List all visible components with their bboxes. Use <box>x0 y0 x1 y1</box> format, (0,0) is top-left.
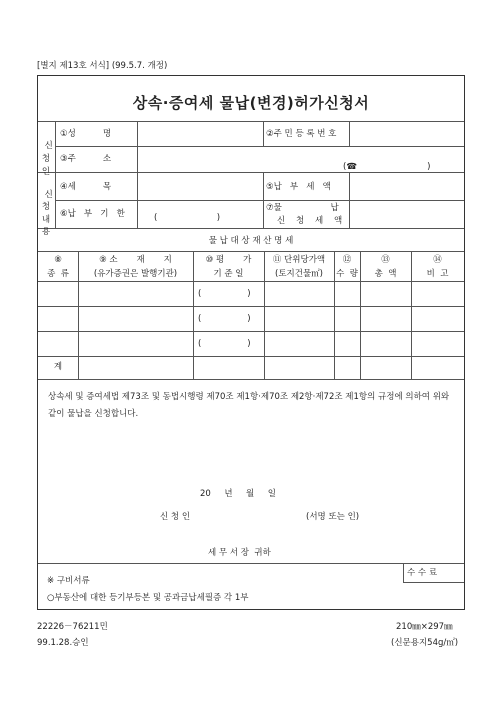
col-header-valuation-date: 기 준 일 <box>213 269 244 279</box>
applicant-line: 신 청 인 <box>160 512 191 522</box>
inkind-label-line2: 신 청 세 액 <box>277 216 343 226</box>
col-header-location-no: ⑨ 소 재 지 <box>99 255 172 265</box>
name-field[interactable] <box>140 124 260 144</box>
addressee: 세 무 서 장 귀하 <box>208 548 271 558</box>
date-line: 20 년 월 일 <box>200 489 276 499</box>
name-label: ①성 명 <box>60 129 112 139</box>
attachments-item: ○부동산에 대한 등기부등본 및 공과금납세필증 각 1부 <box>47 593 249 603</box>
application-statement: 상속세 및 증여세법 제73조 및 동법시행령 제70조 제1항·제70조 제2항·제72조 제1항의 규정에 의하여 위와 같이 물납을 신청합니다. <box>48 392 450 419</box>
col-header-total: 총 액 <box>374 269 397 279</box>
table-row-paren: ( ) <box>198 289 251 299</box>
col-header-total-no: ⑬ <box>381 255 390 265</box>
rrn-label: ②주 민 등 록 번 호 <box>266 129 337 139</box>
request-section-label: 신 청 내 용 <box>41 189 53 237</box>
col-header-valuation-no: ⑩ 평 가 <box>205 255 252 265</box>
fee-label: 수 수 료 <box>407 568 438 578</box>
col-header-qty: 수 량 <box>336 269 358 279</box>
tax-item-field[interactable] <box>140 175 260 197</box>
table-row-paren: ( ) <box>198 314 251 324</box>
total-row-label: 계 <box>53 362 63 372</box>
phone-paren: (☎ ) <box>343 162 431 172</box>
col-header-qty-no: ⑫ <box>342 255 352 265</box>
tax-amount-field[interactable] <box>352 175 462 197</box>
form-title: 상속·증여세 물납(변경)허가신청서 <box>132 94 370 112</box>
divider <box>38 121 464 122</box>
col-header-type: 종 류 <box>47 269 69 279</box>
tax-amount-label: ⑤납 부 세 액 <box>266 182 331 192</box>
address-label: ③주 소 <box>60 154 112 164</box>
table-row-paren: ( ) <box>198 339 251 349</box>
rrn-field[interactable] <box>352 124 462 144</box>
tax-item-label: ④세 목 <box>60 182 112 192</box>
col-header-remarks-no: ⑭ <box>433 255 442 265</box>
col-header-unit-price: (토지건물㎡) <box>275 269 323 279</box>
property-table-heading: 물 납 대 상 재 산 명 세 <box>208 236 294 246</box>
inkind-label-line1: ⑦물 납 <box>266 203 339 213</box>
deadline-paren: ( ) <box>154 213 221 223</box>
footer-approval-date: 99.1.28.승인 <box>37 638 89 648</box>
signature-note: (서명 또는 인) <box>306 512 360 522</box>
col-header-remarks: 비 고 <box>426 269 449 279</box>
inkind-amount-field[interactable] <box>352 203 462 225</box>
deadline-label: ⑥납 부 기 한 <box>60 209 125 219</box>
attachments-heading: ※ 구비서류 <box>47 576 90 586</box>
col-header-location: (유가증권은 발행기관) <box>93 269 178 279</box>
footer-code: 22226－76211민 <box>37 622 108 632</box>
applicant-section-label: 신 청 인 <box>41 141 53 177</box>
form-number: [별지 제13호 서식] (99.5.7. 개정) <box>37 61 168 71</box>
col-header-unit-price-no: ⑪ 단위당가액 <box>272 255 326 265</box>
footer-paper-size: 210㎜×297㎜ <box>396 622 453 632</box>
footer-paper-type: (신문용지54g/㎡) <box>391 638 459 648</box>
col-header-no-8: ⑧ <box>54 255 62 265</box>
